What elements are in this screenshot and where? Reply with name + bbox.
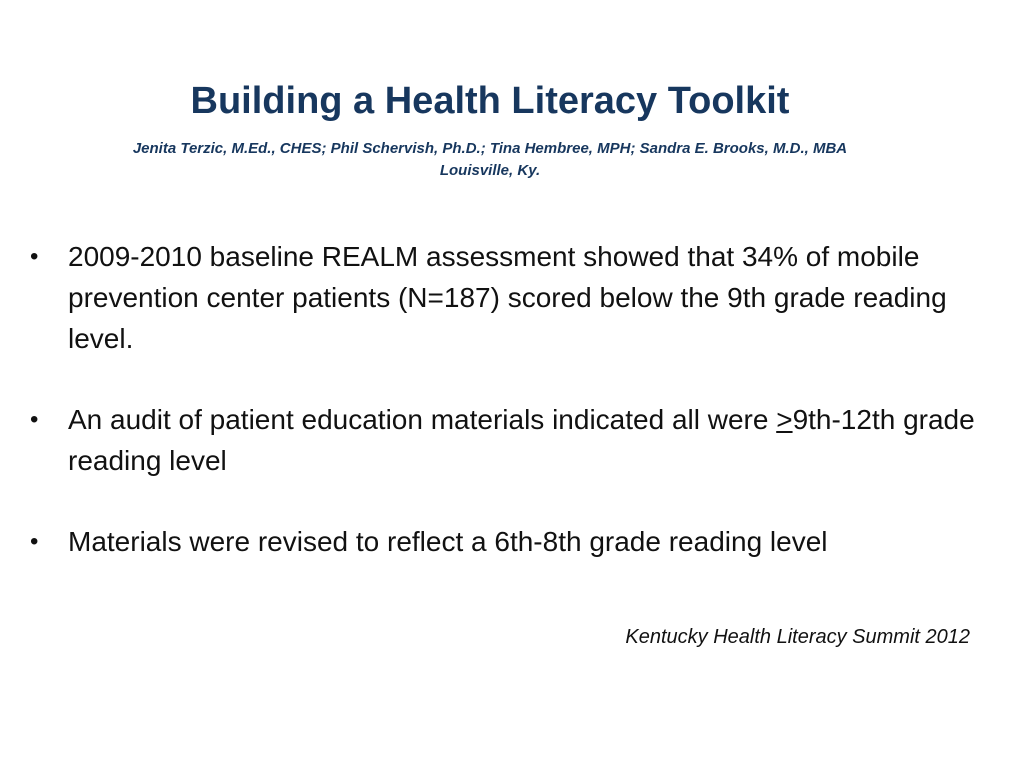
underlined-symbol: >: [776, 404, 793, 435]
authors-names: Jenita Terzic, M.Ed., CHES; Phil Schervish, Ph.D.; Tina Hembree, MPH; Sandra E. Brooks, M.D., MBA: [132, 140, 848, 157]
authors-location: Louisville, Ky.: [439, 162, 541, 179]
bullet-item: [30, 236, 980, 359]
bullet-text-before: An audit of patient education materials indicated all were: [68, 404, 777, 435]
bullet-item: [30, 521, 980, 562]
source-caption: Kentucky Health Literacy Summit 2012: [625, 626, 970, 648]
bullet-text: 2009-2010 baseline REALM assessment showed that 34% of mobile prevention center patients (N=187) scored below the 9th grade reading level.: [68, 241, 947, 354]
slide-title: Building a Health Literacy Toolkit: [190, 80, 790, 122]
bullet-text: Materials were revised to reflect a 6th-8th grade reading level: [68, 526, 828, 557]
bullet-item: [30, 399, 980, 481]
bullet-text: [68, 404, 975, 476]
authors-block: [0, 138, 980, 182]
bullet-icon: •: [30, 406, 39, 433]
bullet-list: [30, 236, 980, 562]
bullet-text-after: 9th-12th grade reading level: [68, 404, 975, 476]
bullet-icon: •: [30, 243, 39, 270]
bullet-icon: •: [30, 528, 39, 555]
